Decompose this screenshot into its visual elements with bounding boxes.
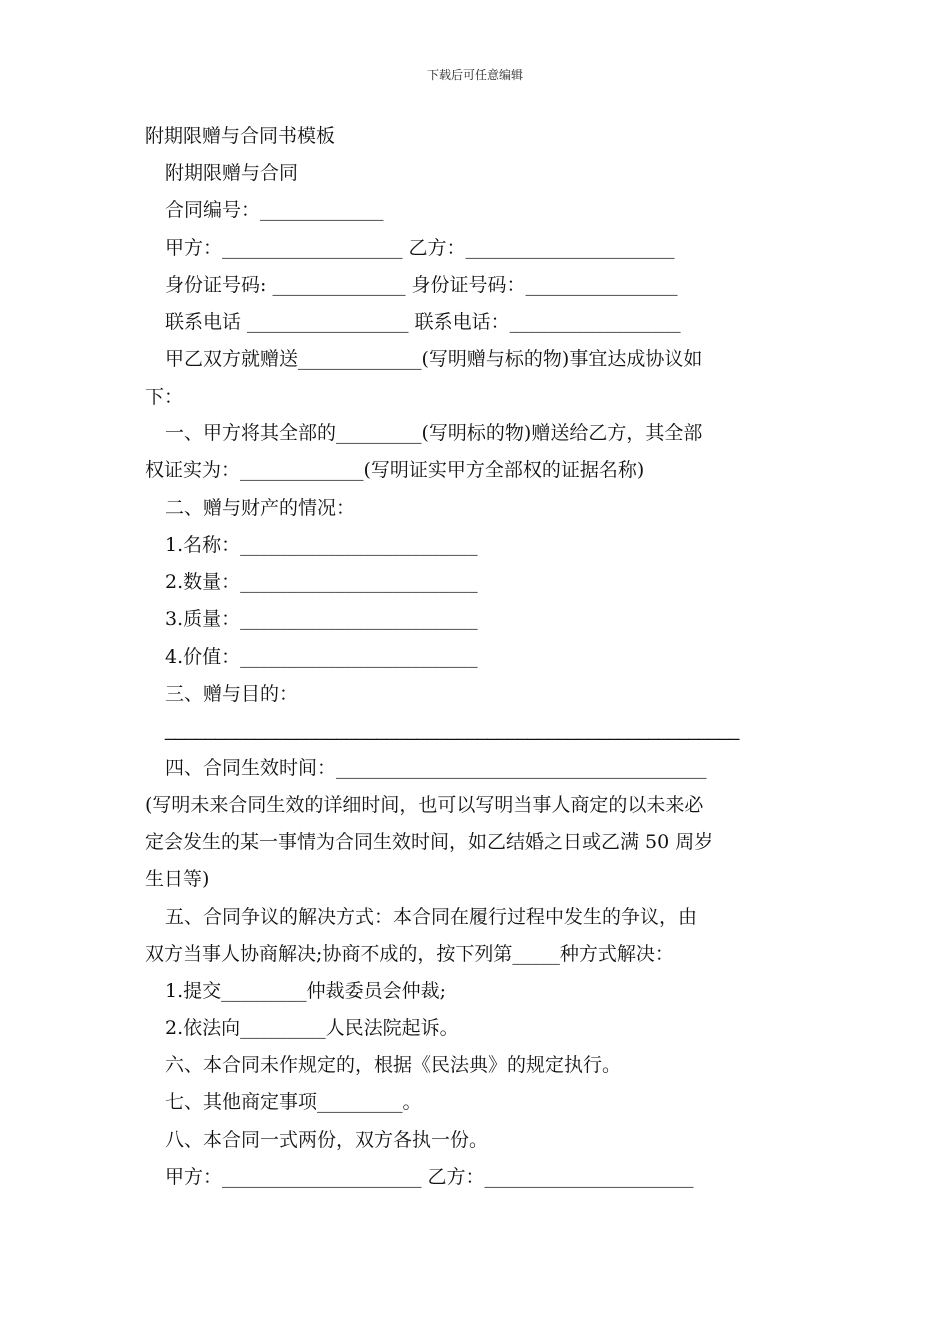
- clause-8: 八、本合同一式两份，双方各执一份。: [165, 1129, 489, 1151]
- page-header: 下载后可任意编辑: [426, 68, 523, 82]
- property-quality-line: 3.质量：_________________________: [165, 608, 478, 630]
- clause-2-heading: 二、赠与财产的情况：: [165, 497, 356, 519]
- purpose-blank-line: _________________________________________________________: [165, 720, 739, 741]
- signature-line: 甲方：_____________________ 乙方：______________________: [165, 1166, 694, 1188]
- contract-number-line: 合同编号：_____________: [165, 199, 384, 221]
- contract-heading: 附期限赠与合同: [165, 162, 299, 184]
- document-title: 附期限赠与合同书模板: [145, 125, 336, 147]
- property-name-line: 1.名称：_________________________: [165, 534, 478, 556]
- agreement-intro: 甲乙双方就赠送_____________(写明赠与标的物)事宜达成协议如: [165, 348, 703, 370]
- id-number-line: 身份证号码: ______________ 身份证号码：________________: [165, 274, 678, 296]
- clause-3-heading: 三、赠与目的：: [165, 683, 299, 705]
- property-value-line: 4.价值：_________________________: [165, 646, 478, 668]
- clause-4-note-3: 生日等): [145, 868, 210, 890]
- arbitration-option: 1.提交_________仲裁委员会仲裁;: [165, 980, 447, 1002]
- parties-line: 甲方：___________________ 乙方：______________________: [165, 237, 675, 259]
- clause-5-cont: 双方当事人协商解决;协商不成的，按下列第_____种方式解决：: [145, 943, 674, 965]
- agreement-intro-cont: 下：: [145, 386, 184, 408]
- clause-6: 六、本合同未作规定的，根据《民法典》的规定执行。: [165, 1054, 622, 1076]
- litigation-option: 2.依法向_________人民法院起诉。: [165, 1017, 459, 1039]
- clause-1-cont: 权证实为：_____________(写明证实甲方全部权的证据名称): [145, 459, 645, 481]
- property-quantity-line: 2.数量：_________________________: [165, 571, 478, 593]
- clause-4-note-1: (写明未来合同生效的详细时间，也可以写明当事人商定的以未来必: [145, 794, 704, 816]
- clause-4: 四、合同生效时间：_______________________________________: [165, 757, 707, 779]
- clause-7: 七、其他商定事项_________。: [165, 1091, 422, 1113]
- clause-4-note-2: 定会发生的某一事情为合同生效时间，如乙结婚之日或乙满 50 周岁: [145, 831, 714, 853]
- clause-1: 一、甲方将其全部的_________(写明标的物)赠送给乙方，其全部: [165, 422, 703, 444]
- phone-line: 联系电话 _________________ 联系电话：__________________: [165, 311, 681, 333]
- clause-5: 五、合同争议的解决方式：本合同在履行过程中发生的争议，由: [165, 906, 698, 928]
